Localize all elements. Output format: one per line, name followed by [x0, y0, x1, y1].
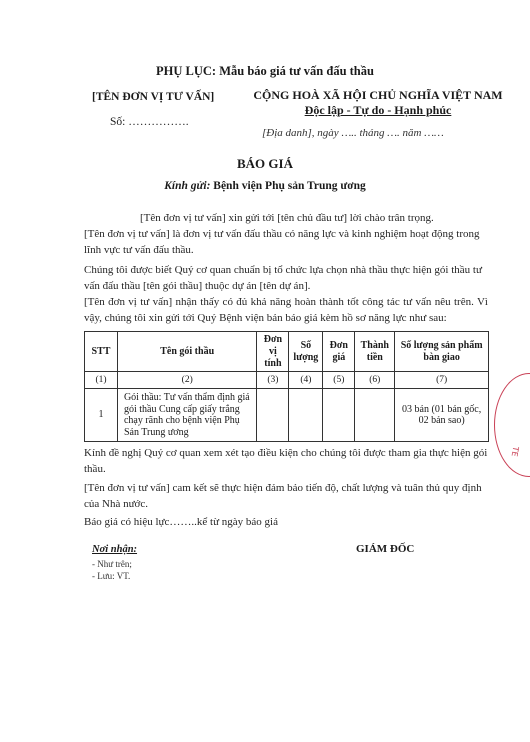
recipient-item: - Như trên; [92, 559, 132, 569]
signer-title: GIÁM ĐỐC [356, 543, 415, 555]
document-number: Số: ……………. [110, 116, 189, 128]
cell-package: Gói thầu: Tư vấn thẩm định giá gói thầu Cung cấp giấy trắng chạy rãnh cho bệnh viện Phụ Sản Trung ương [117, 389, 256, 442]
paragraph-intro: [Tên đơn vị tư vấn] là đơn vị tư vấn đấu thầu có năng lực và kinh nghiệm hoạt động trong lĩnh vực tư vấn đấu thầu. [84, 228, 480, 256]
header-amount: Thành tiền [355, 332, 395, 372]
header-deliverables: Số lượng sản phẩm bàn giao [395, 332, 489, 372]
index-cell: (2) [117, 372, 256, 389]
index-cell: (6) [355, 372, 395, 389]
paragraph-commitment: [Tên đơn vị tư vấn] cam kết sẽ thực hiện đảm bảo tiến độ, chất lượng và tuân thủ quy định của Nhà nước. [84, 482, 482, 510]
index-cell: (3) [257, 372, 289, 389]
org-name: [TÊN ĐƠN VỊ TƯ VẤN] [92, 91, 215, 103]
recipient-line [0, 180, 530, 192]
index-cell: (4) [289, 372, 323, 389]
recipient-name: Bệnh viện Phụ sản Trung ương [213, 180, 366, 192]
index-cell: (5) [323, 372, 355, 389]
paragraph-greeting: [Tên đơn vị tư vấn] xin gửi tới [tên chủ đầu tư] lời chào trân trọng. [140, 212, 434, 224]
header-unit: Đơn vị tính [257, 332, 289, 372]
cell-unit-price [323, 389, 355, 442]
paragraph-offer: [Tên đơn vị tư vấn] nhận thấy có đủ khả năng hoàn thành tốt công tác tư vấn nêu trên. Vì vậy, chúng tôi xin gửi tới Quý Bệnh viện bản báo giá kèm hồ sơ năng lực như sau: [84, 296, 488, 324]
header-stt: STT [85, 332, 118, 372]
paragraph-request: Kính đề nghị Quý cơ quan xem xét tạo điều kiện cho chúng tôi được tham gia thực hiện gói thầu. [84, 447, 488, 475]
national-header [248, 88, 508, 118]
paragraph-context: Chúng tôi được biết Quý cơ quan chuẩn bị tổ chức lựa chọn nhà thầu thực hiện gói thầu tư vấn đấu thầu [tên gói thầu] thuộc dự án [tên dự án]. [84, 264, 482, 292]
index-cell: (1) [85, 372, 118, 389]
cell-unit [257, 389, 289, 442]
appendix-title: PHỤ LỤC: Mẫu báo giá tư vấn đấu thầu [156, 64, 374, 78]
nation-name: CỘNG HOÀ XÃ HỘI CHỦ NGHĨA VIỆT NAM [253, 88, 503, 102]
index-cell: (7) [395, 372, 489, 389]
seal-stamp [494, 373, 530, 477]
table-row [85, 389, 489, 442]
table-header-row [85, 332, 489, 372]
table-index-row [85, 372, 489, 389]
cell-amount [355, 389, 395, 442]
recipient-label: Kính gửi: [164, 180, 211, 192]
header-quantity: Số lượng [289, 332, 323, 372]
place-date: [Địa danh], ngày ….. tháng …. năm …… [262, 127, 444, 139]
quote-table [84, 331, 489, 442]
cell-quantity [289, 389, 323, 442]
header-package: Tên gói thầu [117, 332, 256, 372]
recipients-label: Nơi nhận: [92, 544, 138, 555]
seal-stamp-text: TE [509, 445, 521, 458]
header-unit-price: Đơn giá [323, 332, 355, 372]
motto: Độc lập - Tự do - Hạnh phúc [304, 103, 452, 117]
document-title: BÁO GIÁ [237, 156, 293, 171]
paragraph-validity: Báo giá có hiệu lực……..kể từ ngày báo giá [84, 516, 278, 528]
cell-deliverables: 03 bản (01 bản gốc, 02 bản sao) [395, 389, 489, 442]
recipient-item: - Lưu: VT. [92, 571, 131, 581]
cell-stt: 1 [85, 389, 118, 442]
